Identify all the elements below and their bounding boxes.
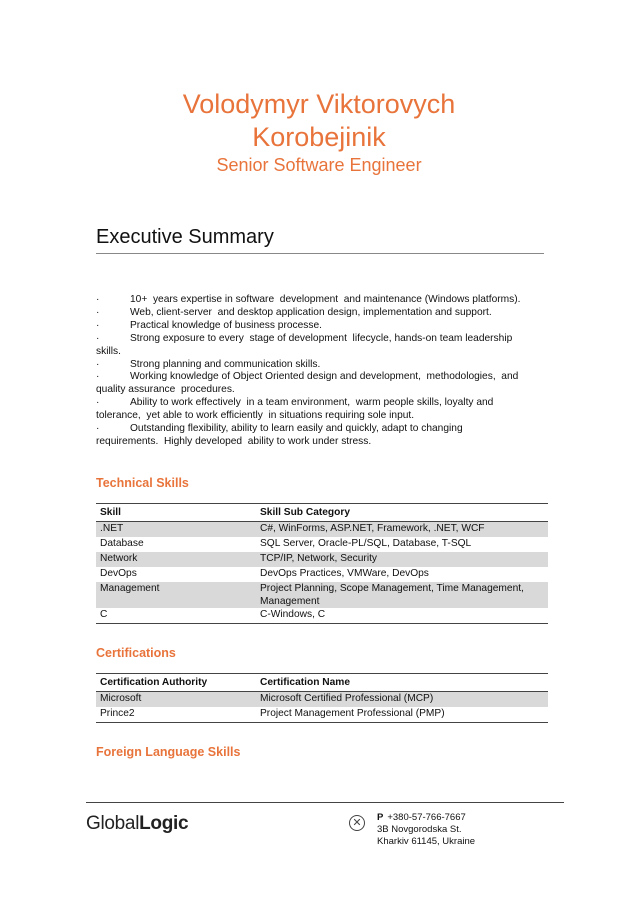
table-row — [96, 707, 548, 723]
table-header-cell: Certification Authority — [96, 674, 256, 692]
table-cell: Management — [96, 582, 256, 608]
table-cell: Database — [100, 538, 144, 549]
table-header-cell: Skill Sub Category — [256, 504, 548, 522]
bullet-dot: · — [96, 358, 100, 370]
technical-skills-table — [96, 504, 548, 624]
table-cell: Project Management Professional (PMP) — [256, 707, 548, 723]
bullet-dot: · — [96, 397, 100, 409]
summary-bullet — [96, 320, 544, 333]
summary-bullet — [96, 423, 544, 436]
summary-bullet-continuation: requirements. Highly developed ability to work under stress. — [96, 435, 372, 447]
summary-bullet-continuation: skills. — [96, 345, 121, 357]
certifications-heading: Certifications — [96, 646, 176, 660]
executive-summary-divider — [96, 253, 544, 254]
summary-bullet — [96, 307, 544, 320]
foreign-language-heading: Foreign Language Skills — [96, 745, 241, 759]
summary-bullet — [96, 397, 544, 410]
table-row — [96, 537, 548, 552]
summary-bullet — [96, 359, 544, 372]
summary-bullet-text: Practical knowledge of business processe. — [130, 319, 322, 331]
table-header-row — [96, 674, 548, 692]
logo-bold-text: Logic — [139, 813, 189, 834]
table-header-cell: Certification Name — [256, 674, 548, 692]
table-cell: .NET — [96, 522, 256, 538]
table-cell: Prince2 — [96, 707, 256, 723]
summary-bullet-text: 10+ years expertise in software development and maintenance (Windows platforms). — [130, 294, 521, 305]
candidate-name-line1: Volodymyr Viktorovych — [182, 89, 456, 119]
executive-summary-heading: Executive Summary — [96, 226, 274, 248]
summary-bullet-text: Strong exposure to every stage of development lifecycle, hands-on team leadership — [130, 332, 513, 344]
candidate-name-line2: Korobejinik — [252, 122, 386, 152]
close-circle-icon: ✕ — [349, 815, 365, 831]
summary-bullet-text: Ability to work effectively in a team environment, warm people skills, loyalty and — [130, 397, 494, 409]
summary-bullet — [96, 294, 544, 307]
certifications-table — [96, 674, 548, 723]
summary-bullet-continuation: tolerance, yet able to work efficiently in situations requiring sole input. — [96, 410, 415, 422]
table-row — [96, 608, 548, 624]
bullet-dot: · — [96, 319, 100, 331]
table-cell: Microsoft Certified Professional (MCP) — [256, 692, 548, 708]
table-cell: C-Windows, C — [256, 608, 548, 624]
summary-bullet-text: Strong planning and communication skills. — [130, 358, 321, 370]
table-cell: C — [96, 608, 256, 624]
phone-number: +380-57-766-7667 — [387, 812, 466, 823]
summary-bullet — [96, 333, 544, 346]
table-row — [96, 567, 548, 582]
table-cell: TCP/IP, Network, Security — [256, 552, 548, 567]
bullet-dot: · — [96, 332, 100, 344]
bullet-dot: · — [96, 423, 100, 435]
address-line1: 3B Novgorodska St. — [377, 824, 462, 835]
footer-contact — [377, 812, 475, 848]
summary-bullet-text: Outstanding flexibility, ability to learn easily and quickly, adapt to changing — [130, 423, 463, 435]
footer-divider — [86, 802, 564, 803]
table-cell: DevOps Practices, VMWare, DevOps — [260, 568, 429, 579]
summary-bullet — [96, 371, 544, 384]
table-header-row — [96, 504, 548, 522]
table-cell: SQL Server, Oracle-PL/SQL, Database, T-SQL — [260, 538, 472, 549]
technical-skills-heading: Technical Skills — [96, 476, 189, 490]
table-row — [96, 582, 548, 608]
table-row — [96, 552, 548, 567]
globallogic-logo — [86, 813, 188, 835]
table-row — [96, 692, 548, 708]
bullet-dot: · — [96, 294, 100, 305]
table-row — [96, 522, 548, 538]
bullet-dot: · — [96, 306, 100, 318]
table-cell: Microsoft — [96, 692, 256, 708]
table-cell: Network — [96, 552, 256, 567]
table-header-cell: Skill — [96, 504, 256, 522]
logo-regular-text: Global — [86, 813, 140, 834]
summary-bullet-text: Working knowledge of Object Oriented design and development, methodologies, and — [130, 371, 519, 383]
address-line2: Kharkiv 61145, Ukraine — [377, 836, 476, 847]
bullet-dot: · — [96, 371, 100, 383]
candidate-role: Senior Software Engineer — [216, 155, 422, 175]
summary-bullet-continuation: quality assurance procedures. — [96, 384, 235, 396]
table-cell: Project Planning, Scope Management, Time Management, Management — [256, 582, 548, 608]
table-cell: DevOps — [100, 568, 137, 579]
table-cell: C#, WinForms, ASP.NET, Framework, .NET, WCF — [256, 522, 548, 538]
executive-summary-list — [96, 294, 544, 449]
summary-bullet-text: Web, client-server and desktop application design, implementation and support. — [130, 306, 492, 318]
phone-label: P — [377, 812, 384, 823]
